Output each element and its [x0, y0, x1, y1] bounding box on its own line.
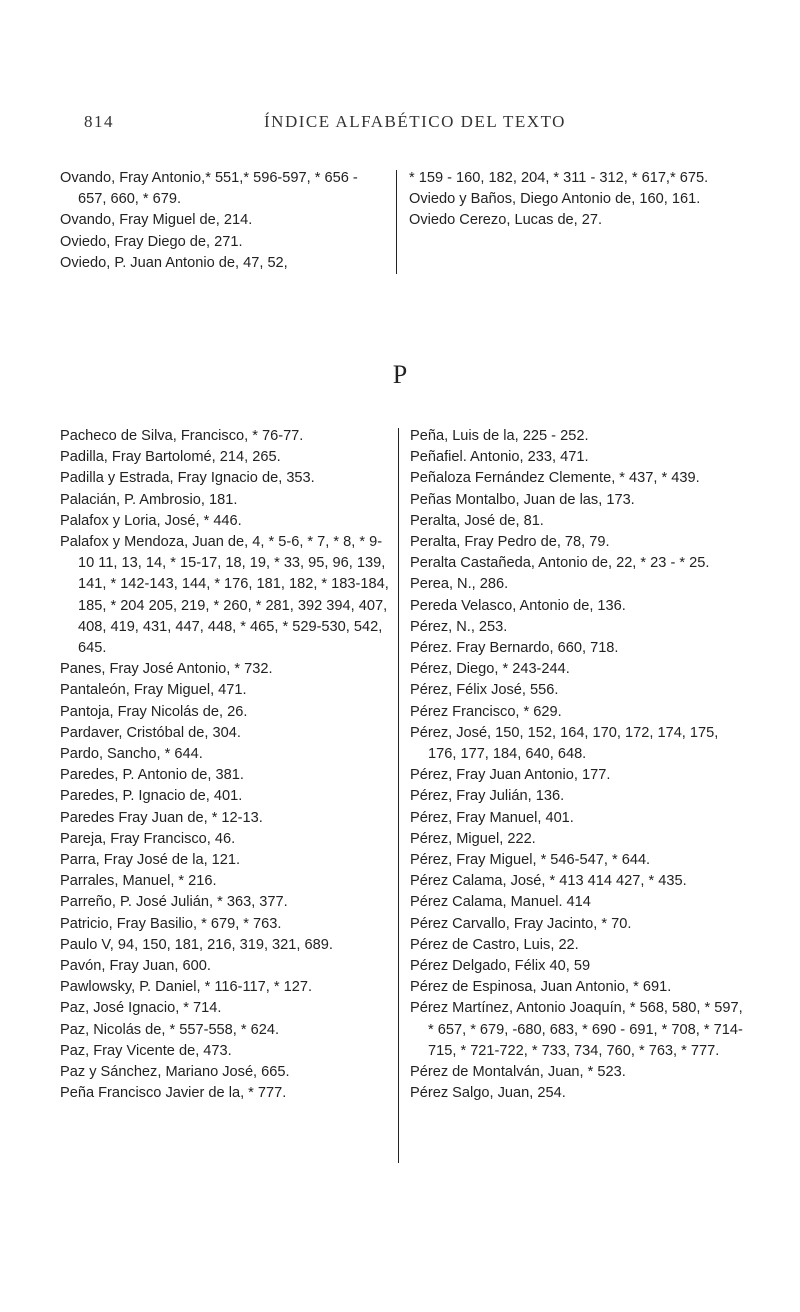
- top-column-divider: [396, 170, 397, 274]
- index-entry: Paz, Fray Vicente de, 473.: [60, 1042, 232, 1059]
- index-entry: Paredes, P. Ignacio de, 401.: [60, 788, 243, 805]
- running-header: [0, 112, 800, 136]
- index-entry: Peña Francisco Javier de la, * 777.: [60, 1085, 287, 1102]
- index-entry: Pérez Martínez, Antonio Joaquín, * 568, 580, * 597, * 657, * 679, -680, 683, * 690 - 691, * 708, * 714-715, * 721-722, * 733, 734, 760, * 763, * 777.: [410, 1000, 743, 1059]
- index-entry: Pérez, N., 253.: [410, 618, 508, 635]
- index-entry: Pérez. Fray Bernardo, 660, 718.: [410, 640, 619, 657]
- index-entry: Patricio, Fray Basilio, * 679, * 763.: [60, 915, 282, 932]
- page-number: 814: [84, 112, 114, 131]
- index-entry: Pérez, Félix José, 556.: [410, 682, 559, 699]
- index-entry: Pavón, Fray Juan, 600.: [60, 958, 211, 975]
- index-entry: Pérez, Diego, * 243-244.: [410, 661, 570, 678]
- index-entry: Pérez Francisco, * 629.: [410, 703, 562, 720]
- section-letter: P: [392, 360, 408, 389]
- index-entry: Peralta, José de, 81.: [410, 512, 544, 529]
- index-entry: Peñafiel. Antonio, 233, 471.: [410, 449, 589, 466]
- index-entry: * 159 - 160, 182, 204, * 311 - 312, * 617,* 675.: [409, 170, 709, 186]
- index-entry: Pantoja, Fray Nicolás de, 26.: [60, 703, 248, 720]
- index-entry: Pardo, Sancho, * 644.: [60, 746, 203, 763]
- index-entry: Palafox y Mendoza, Juan de, 4, * 5-6, * 7, * 8, * 9-10 11, 13, 14, * 15-17, 18, 19, * 33, 95, 96, 139, 141, * 142-143, 144, * 176, 181, 182, * 183-184, 185, * 204 205, 219, * 260, * 281, 392 394, 407, 408, 419, 431, 447, 448, * 465, * 529-530, 542, 645.: [60, 534, 389, 657]
- index-entry: Pérez, Miguel, 222.: [410, 830, 536, 847]
- index-entry: Parra, Fray José de la, 121.: [60, 852, 241, 869]
- index-entry: Palafox y Loria, José, * 446.: [60, 512, 242, 529]
- index-entry: Pérez de Montalván, Juan, * 523.: [410, 1064, 626, 1081]
- index-entry: Paz, José Ignacio, * 714.: [60, 1000, 222, 1017]
- top-right-column: [409, 168, 747, 232]
- left-index-column: [60, 426, 390, 1105]
- index-entry: Ovando, Fray Antonio,* 551,* 596-597, * 656 - 657, 660, * 679.: [60, 170, 358, 208]
- index-entry: Pacheco de Silva, Francisco, * 76-77.: [60, 428, 304, 444]
- index-entry: Parrales, Manuel, * 216.: [60, 873, 217, 890]
- index-entry: Peralta Castañeda, Antonio de, 22, * 23 - * 25.: [410, 555, 710, 572]
- index-entry: Ovando, Fray Miguel de, 214.: [60, 212, 253, 229]
- index-entry: Peralta, Fray Pedro de, 78, 79.: [410, 534, 610, 551]
- index-entry: Paz, Nicolás de, * 557-558, * 624.: [60, 1021, 280, 1038]
- index-entry: Peña, Luis de la, 225 - 252.: [410, 428, 589, 444]
- index-entry: Pereda Velasco, Antonio de, 136.: [410, 597, 626, 614]
- index-entry: Oviedo, P. Juan Antonio de, 47, 52,: [60, 254, 288, 271]
- index-entry: Panes, Fray José Antonio, * 732.: [60, 661, 273, 678]
- index-entry: Pawlowsky, P. Daniel, * 116-117, * 127.: [60, 979, 313, 996]
- top-left-column: [60, 168, 386, 274]
- index-entry: Pérez, Fray Julián, 136.: [410, 788, 565, 805]
- index-entry: Pérez Delgado, Félix 40, 59: [410, 958, 591, 975]
- index-entry: Pérez Carvallo, Fray Jacinto, * 70.: [410, 915, 632, 932]
- index-entry: Paulo V, 94, 150, 181, 216, 319, 321, 689.: [60, 936, 333, 953]
- index-entry: Pérez Calama, José, * 413 414 427, * 435.: [410, 873, 687, 890]
- index-entry: Paredes, P. Antonio de, 381.: [60, 767, 244, 784]
- index-entry: Peñaloza Fernández Clemente, * 437, * 439.: [410, 470, 700, 487]
- index-entry: Pérez de Castro, Luis, 22.: [410, 936, 579, 953]
- index-entry: Oviedo y Baños, Diego Antonio de, 160, 161.: [409, 191, 701, 208]
- index-entry: Paredes Fray Juan de, * 12-13.: [60, 809, 263, 826]
- index-entry: Pérez de Espinosa, Juan Antonio, * 691.: [410, 979, 672, 996]
- index-entry: Palacián, P. Ambrosio, 181.: [60, 491, 238, 508]
- main-column-divider: [398, 428, 399, 1163]
- index-entry: Pérez, José, 150, 152, 164, 170, 172, 174, 175, 176, 177, 184, 640, 648.: [410, 724, 719, 763]
- index-entry: Pérez, Fray Miguel, * 546-547, * 644.: [410, 852, 651, 869]
- index-entry: Pantaleón, Fray Miguel, 471.: [60, 682, 247, 699]
- index-entry: Oviedo, Fray Diego de, 271.: [60, 233, 243, 250]
- index-entry: Peñas Montalbo, Juan de las, 173.: [410, 491, 635, 508]
- index-entry: Padilla, Fray Bartolomé, 214, 265.: [60, 449, 281, 466]
- index-entry: Pardaver, Cristóbal de, 304.: [60, 724, 241, 741]
- index-entry: Padilla y Estrada, Fray Ignacio de, 353.: [60, 470, 315, 487]
- right-index-column: [410, 426, 748, 1105]
- index-entry: Perea, N., 286.: [410, 576, 509, 593]
- index-entry: Pérez Calama, Manuel. 414: [410, 894, 591, 911]
- index-entry: Pareja, Fray Francisco, 46.: [60, 830, 236, 847]
- index-entry: Parreño, P. José Julián, * 363, 377.: [60, 894, 288, 911]
- index-entry: Pérez Salgo, Juan, 254.: [410, 1085, 566, 1102]
- index-entry: Paz y Sánchez, Mariano José, 665.: [60, 1064, 290, 1081]
- running-title: ÍNDICE ALFABÉTICO DEL TEXTO: [264, 112, 566, 131]
- index-entry: Pérez, Fray Juan Antonio, 177.: [410, 767, 611, 784]
- index-entry: Pérez, Fray Manuel, 401.: [410, 809, 574, 826]
- index-entry: Oviedo Cerezo, Lucas de, 27.: [409, 212, 603, 229]
